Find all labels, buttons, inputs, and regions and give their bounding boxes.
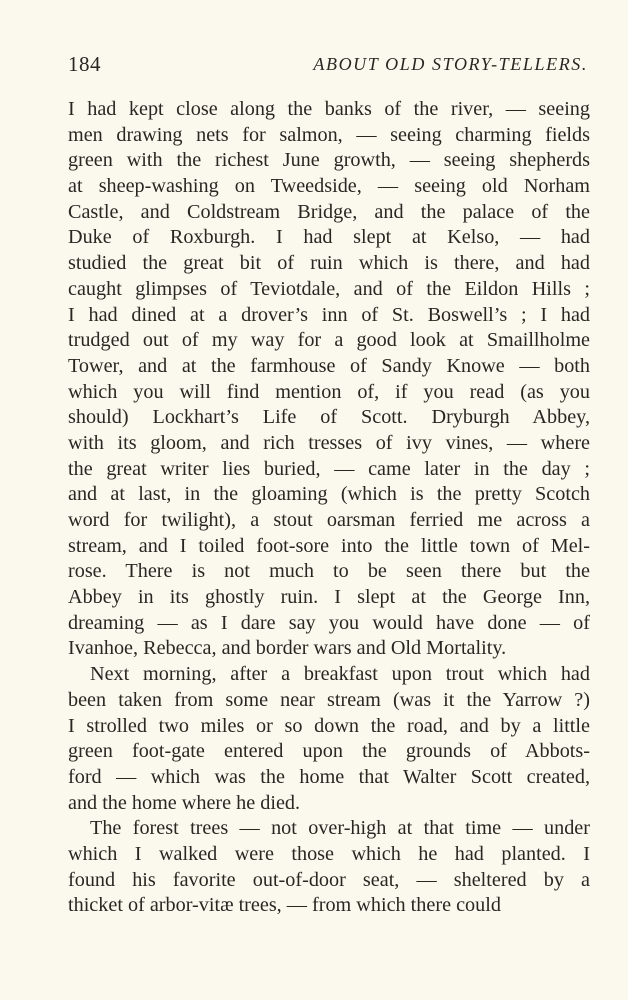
text-line: found his favorite out-of-door seat, — sheltered by a: [68, 868, 590, 891]
running-head: ABOUT OLD STORY-TELLERS.: [313, 54, 588, 74]
text-line: stream, and I toiled foot-sore into the little town of Mel-: [68, 534, 590, 557]
text-line: which you will find mention of, if you read (as you: [68, 380, 590, 403]
text-line: which I walked were those which he had planted. I: [68, 842, 590, 865]
text-line: Duke of Roxburgh. I had slept at Kelso, — had: [68, 226, 590, 249]
text-line: thicket of arbor-vitæ trees, — from which there could: [68, 894, 501, 917]
paragraph: [68, 662, 590, 816]
text-line: with its gloom, and rich tresses of ivy vines, — where: [68, 431, 590, 454]
text-line: caught glimpses of Teviotdale, and of the Eildon Hills ;: [68, 277, 590, 300]
text-line: been taken from some near stream (was it the Yarrow ?): [68, 688, 590, 711]
text-line: dreaming — as I dare say you would have done — of: [68, 611, 590, 634]
body-text: [68, 97, 590, 919]
text-line: the great writer lies buried, — came later in the day ;: [68, 457, 590, 480]
text-line: and at last, in the gloaming (which is the pretty Scotch: [68, 483, 590, 506]
text-line: Abbey in its ghostly ruin. I slept at the George Inn,: [68, 586, 590, 609]
text-line: green foot-gate entered upon the grounds of Abbots-: [68, 740, 590, 763]
text-line: men drawing nets for salmon, — seeing charming fields: [68, 123, 590, 146]
text-line: and the home where he died.: [68, 791, 301, 814]
text-line: Ivanhoe, Rebecca, and border wars and Old Mortality.: [68, 637, 507, 660]
text-line: rose. There is not much to be seen there but the: [68, 560, 590, 583]
paragraph: [68, 816, 590, 919]
text-line: Castle, and Coldstream Bridge, and the palace of the: [68, 200, 590, 223]
text-line: I strolled two miles or so down the road, and by a little: [68, 714, 590, 737]
text-line: I had dined at a drover’s inn of St. Boswell’s ; I had: [68, 303, 590, 326]
text-line: at sheep-washing on Tweedside, — seeing old Norham: [68, 175, 590, 198]
text-line: green with the richest June growth, — seeing shepherds: [68, 149, 590, 172]
text-line: should) Lockhart’s Life of Scott. Dryburgh Abbey,: [68, 406, 590, 429]
text-line: Next morning, after a breakfast upon trout which had: [90, 663, 590, 686]
text-line: studied the great bit of ruin which is there, and had: [68, 252, 590, 275]
text-line: Tower, and at the farmhouse of Sandy Knowe — both: [68, 354, 590, 377]
text-line: I had kept close along the banks of the river, — seeing: [68, 98, 590, 120]
text-line: ford — which was the home that Walter Scott created,: [68, 765, 590, 788]
text-line: word for twilight), a stout oarsman ferried me across a: [68, 509, 590, 531]
paragraph: [68, 97, 590, 662]
text-line: trudged out of my way for a good look at Smaillholme: [68, 329, 590, 352]
text-line: The forest trees — not over-high at that time — under: [90, 817, 590, 840]
page-number: 184: [68, 52, 101, 76]
page-header: [68, 52, 590, 82]
